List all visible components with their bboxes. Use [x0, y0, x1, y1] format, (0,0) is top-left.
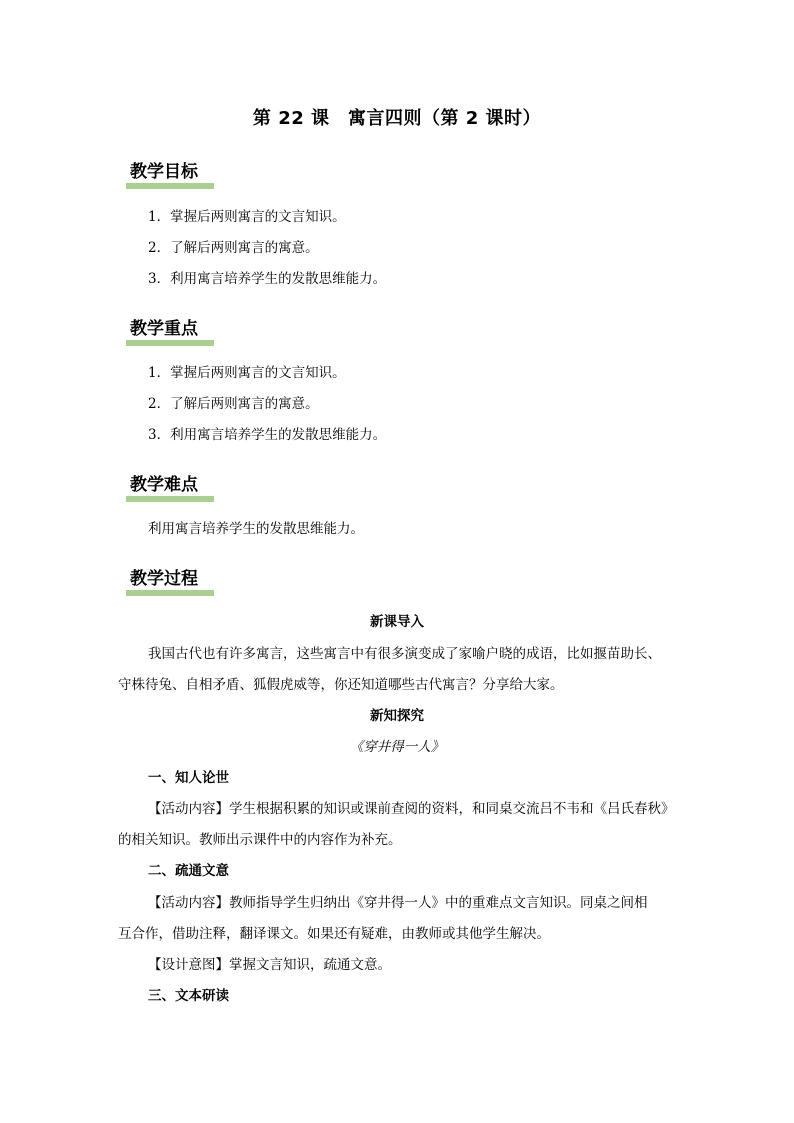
paragraph-line: 的相关知识。教师出示课件中的内容作为补充。 — [118, 832, 402, 848]
difficulty-text: 利用寓言培养学生的发散思维能力。 — [148, 521, 364, 537]
heading-underline — [126, 496, 214, 502]
part-title: 二、疏通文意 — [148, 863, 229, 879]
paragraph-line: 互合作，借助注释，翻译课文。如果还有疑难，由教师或其他学生解决。 — [118, 926, 550, 942]
design-intent-line: 【设计意图】掌握文言知识，疏通文意。 — [148, 957, 391, 973]
goal-item: 2．了解后两则寓言的寓意。 — [148, 240, 319, 256]
goal-item: 1．掌握后两则寓言的文言知识。 — [148, 209, 346, 225]
part-title: 一、知人论世 — [148, 770, 229, 786]
paragraph-line: 【活动内容】教师指导学生归纳出《穿井得一人》中的重难点文言知识。同桌之间相 — [148, 895, 648, 911]
part-title: 三、文本研读 — [148, 988, 229, 1004]
page-title: 第 22 课 寓言四则（第 2 课时） — [252, 108, 542, 129]
heading-underline — [126, 183, 214, 189]
heading-underline — [126, 340, 214, 346]
heading-underline — [126, 590, 214, 596]
section-heading-process: 教学过程 — [126, 567, 198, 593]
goal-item: 3．利用寓言培养学生的发散思维能力。 — [148, 271, 387, 287]
text-title: 《穿井得一人》 — [349, 739, 445, 755]
intro-paragraph-line: 守株待兔、自相矛盾、狐假虎威等，你还知道哪些古代寓言？分享给大家。 — [118, 677, 564, 693]
key-point-item: 3．利用寓言培养学生的发散思维能力。 — [148, 427, 387, 443]
key-point-item: 1．掌握后两则寓言的文言知识。 — [148, 365, 346, 381]
key-point-item: 2．了解后两则寓言的寓意。 — [148, 396, 319, 412]
section-heading-difficulties: 教学难点 — [126, 473, 198, 499]
explore-title: 新知探究 — [370, 708, 424, 724]
section-heading-key-points: 教学重点 — [126, 317, 198, 343]
section-heading-goals: 教学目标 — [126, 160, 198, 186]
paragraph-line: 【活动内容】学生根据积累的知识或课前查阅的资料，和同桌交流吕不韦和《吕氏春秋》 — [148, 801, 675, 817]
intro-paragraph-line: 我国古代也有许多寓言，这些寓言中有很多演变成了家喻户晓的成语，比如揠苗助长、 — [148, 646, 661, 662]
intro-title: 新课导入 — [370, 614, 424, 630]
